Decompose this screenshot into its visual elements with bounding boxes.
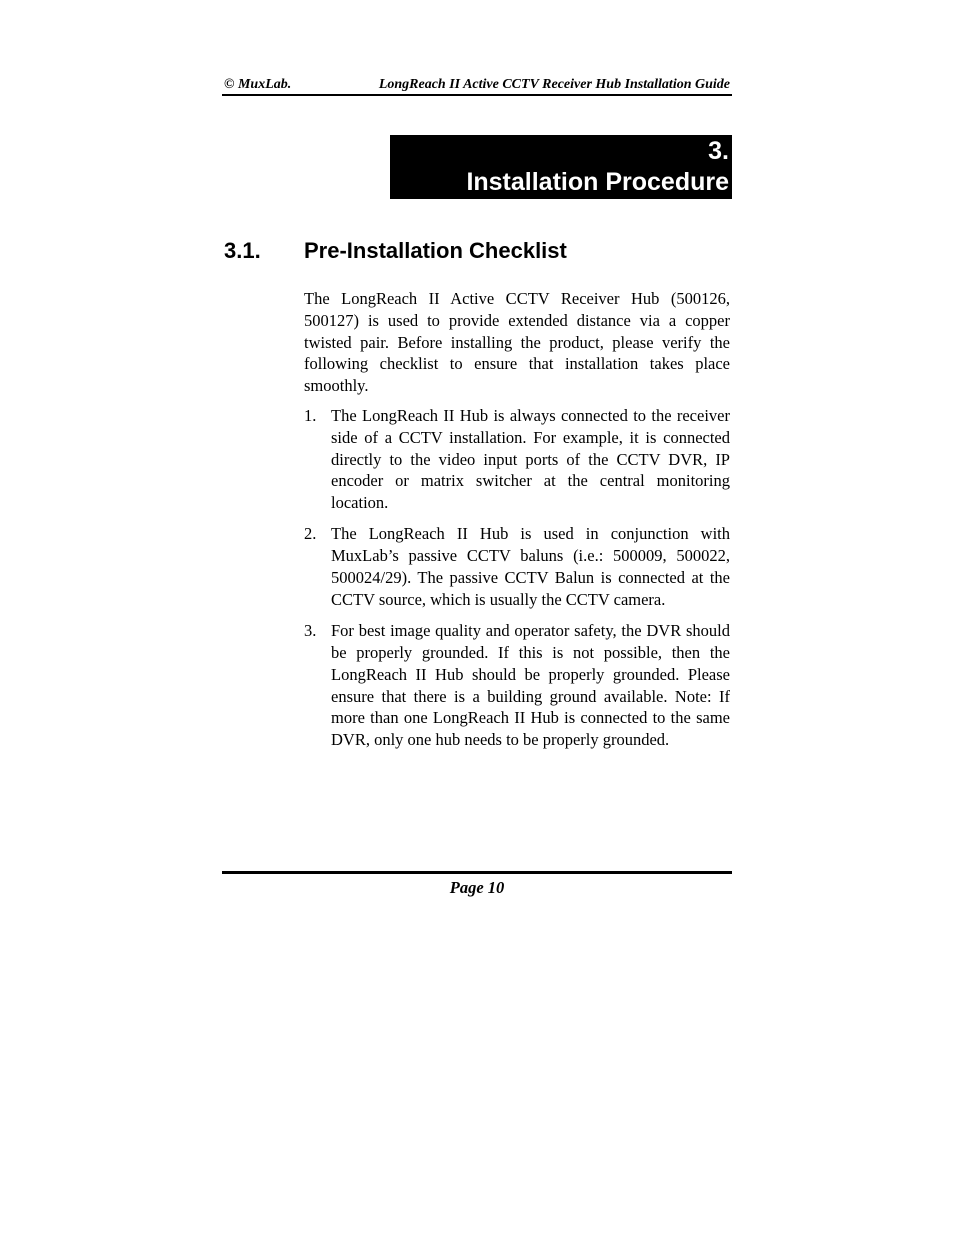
intro-paragraph: The LongReach II Active CCTV Receiver Hub (500126, 500127) is used to provide extended distance via a copper twisted pair. Before installing the product, please verify the following checklist to ensure that installation takes place smoothly. [304, 289, 730, 396]
chapter-title-block [390, 135, 732, 199]
chapter-number: 3. [708, 137, 729, 165]
footer-rule [222, 871, 732, 874]
checklist-item-text: The LongReach II Hub is used in conjunction with MuxLab’s passive CCTV baluns (i.e.: 500009, 500022, 500024/29). The passive CCTV Balun is connected at the CCTV source, which is usually the CCTV camera. [331, 524, 730, 609]
header-rule [222, 94, 732, 96]
checklist-item-text: For best image quality and operator safety, the DVR should be properly grounded. If this is not possible, then the LongReach II Hub should be properly grounded. Please ensure that there is a building ground available. Note: If more than one LongReach II Hub is connected to the same DVR, only one hub needs to be properly grounded. [331, 621, 730, 750]
checklist-item-text: The LongReach II Hub is always connected to the receiver side of a CCTV installation. For example, it is connected directly to the video input ports of the CCTV DVR, IP encoder or matrix switcher at the central monitoring location. [331, 405, 730, 513]
page-number: Page 10 [449, 878, 505, 897]
checklist-item-number: 1. [304, 405, 317, 425]
checklist-item [304, 523, 730, 610]
header-guide-title: LongReach II Active CCTV Receiver Hub Installation Guide [378, 77, 730, 92]
section-number: 3.1. [224, 238, 261, 263]
running-header [222, 74, 732, 96]
section-title: Pre-Installation Checklist [304, 238, 567, 263]
checklist [304, 405, 730, 751]
header-copyright: © MuxLab. [224, 77, 292, 92]
checklist-item [304, 620, 730, 751]
checklist-item [304, 405, 730, 514]
checklist-item-number: 2. [304, 524, 317, 544]
chapter-title: Installation Procedure [466, 168, 729, 196]
body-text [304, 288, 730, 760]
checklist-item-number: 3. [304, 621, 317, 641]
